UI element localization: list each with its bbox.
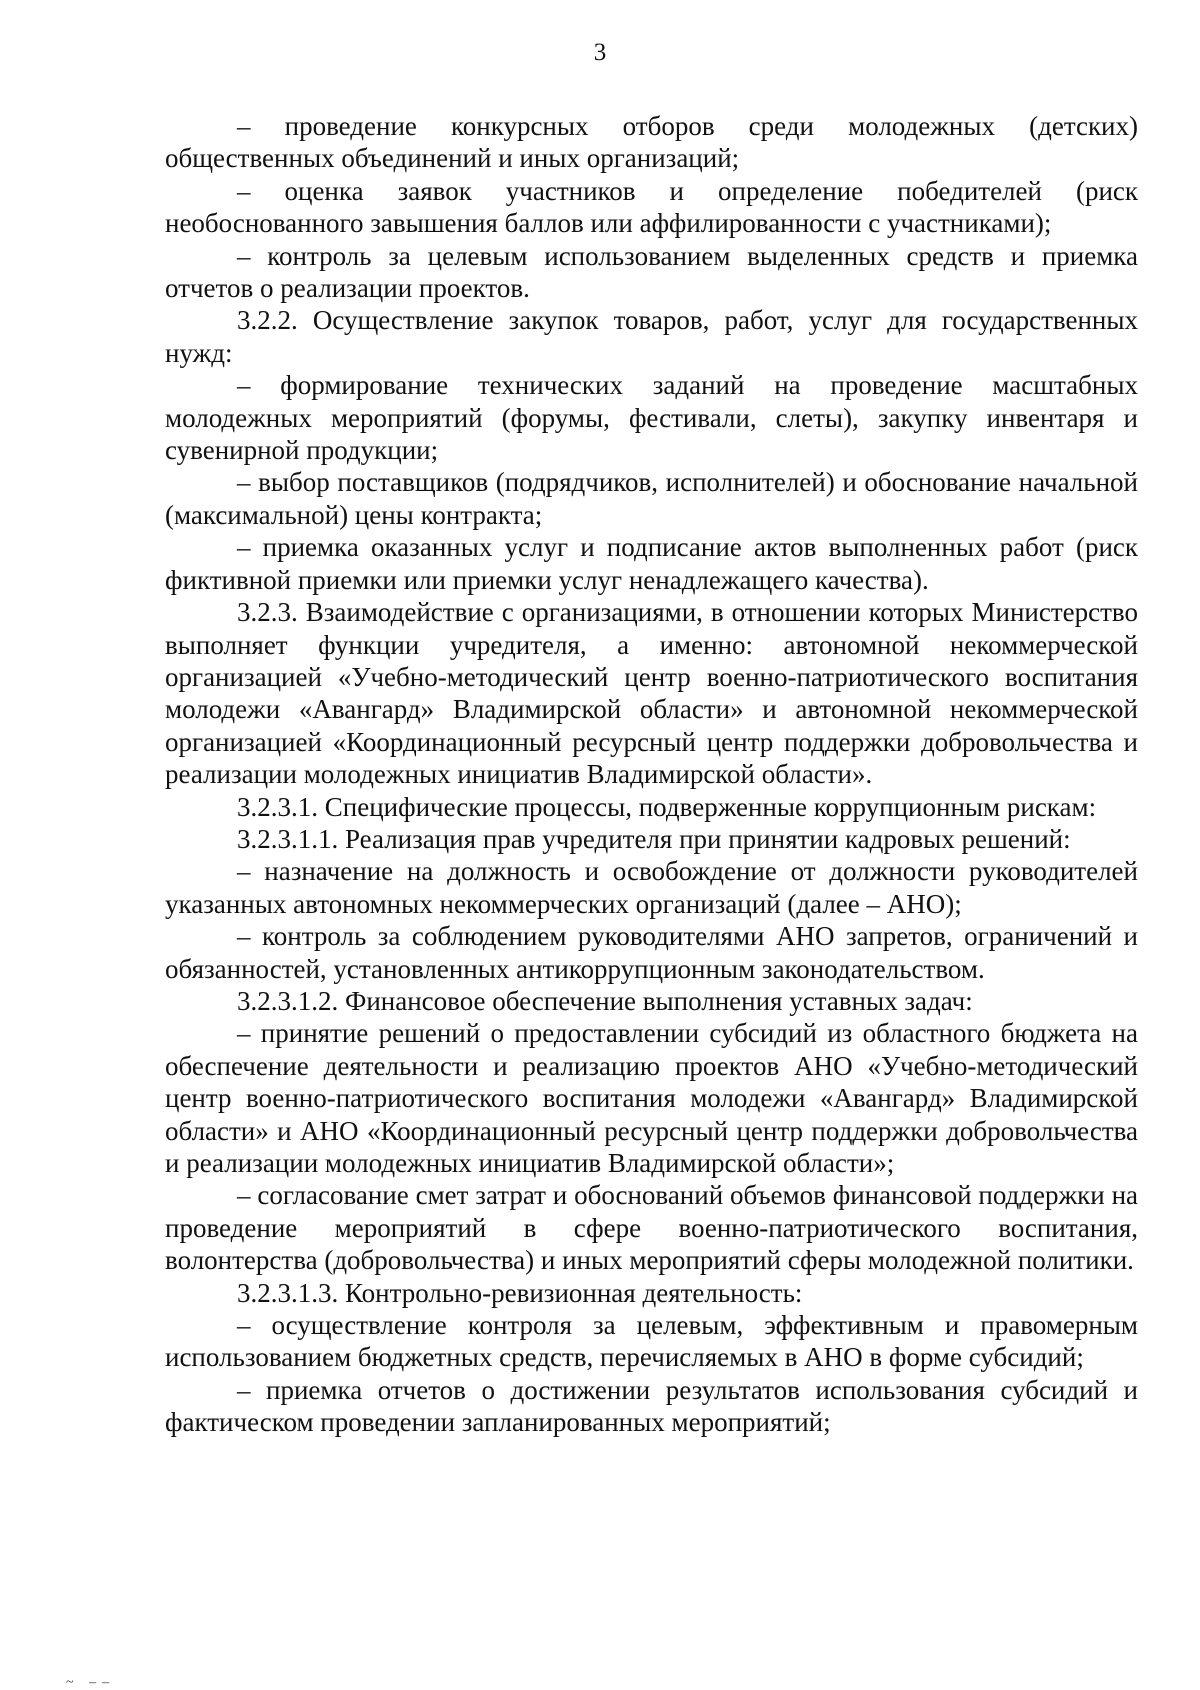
section-heading: 3.2.3.1.3. Контрольно-ревизионная деятельность:	[237, 1277, 803, 1308]
list-item: – осуществление контроля за целевым, эффективным и правомерным использованием бюджетных средств, перечисляемых в АНО в форме субсидий;	[165, 1310, 1138, 1373]
list-item: – контроль за соблюдением руководителями АНО запретов, ограничений и обязанностей, установленных антикоррупционным законодательством.	[165, 921, 1138, 984]
list-item: – назначение на должность и освобождение от должности руководителей указанных автономных некоммерческих организаций (далее – АНО);	[165, 856, 1138, 919]
document-body	[165, 110, 1138, 1439]
list-item: – принятие решений о предоставлении субсидий из областного бюджета на обеспечение деятельности и реализацию проектов АНО «Учебно-методический центр военно-патриотического воспитания молодежи «Авангард» Владимирской области» и АНО «Координационный ресурсный центр поддержки добровольчества и реализации молодежных инициатив Владимирской области»;	[165, 1018, 1138, 1178]
section-heading: 3.2.3.1. Специфические процессы, подверженные коррупционным рискам:	[237, 791, 1097, 822]
list-item: – приемка оказанных услуг и подписание актов выполненных работ (риск фиктивной приемки или приемки услуг ненадлежащего качества).	[165, 532, 1138, 595]
section-heading: 3.2.3. Взаимодействие с организациями, в отношении которых Министерство выполняет функции учредителя, а именно: автономной некоммерческой организацией «Учебно-методический центр военно-патриотического воспитания молодежи «Авангард» Владимирской области» и автономной некоммерческой организацией «Координационный ресурсный центр поддержки добровольчества и реализации молодежных инициатив Владимирской области».	[165, 597, 1138, 790]
list-item: – выбор поставщиков (подрядчиков, исполнителей) и обоснование начальной (максимальной) цены контракта;	[165, 467, 1138, 530]
list-item: – контроль за целевым использованием выделенных средств и приемка отчетов о реализации проектов.	[165, 240, 1138, 304]
list-item: – оценка заявок участников и определение победителей (риск необоснованного завышения баллов или аффилированности с участниками);	[165, 175, 1138, 239]
page-number: 3	[593, 39, 607, 66]
scan-artifact: ~ ‒‒	[66, 1675, 116, 1690]
list-item: – согласование смет затрат и обоснований объемов финансовой поддержки на проведение мероприятий в сфере военно-патриотического воспитания, волонтерства (добровольчества) и иных мероприятий сферы молодежной политики.	[165, 1180, 1138, 1276]
list-item: – проведение конкурсных отборов среди молодежных (детских) общественных объединений и иных организаций;	[165, 111, 1138, 174]
section-heading: 3.2.3.1.2. Финансовое обеспечение выполнения уставных задач:	[237, 985, 973, 1016]
list-item: – формирование технических заданий на проведение масштабных молодежных мероприятий (форумы, фестивали, слеты), закупку инвентаря и сувенирной продукции;	[165, 370, 1138, 466]
section-heading: 3.2.2. Осуществление закупок товаров, работ, услуг для государственных нужд:	[165, 305, 1138, 368]
list-item: – приемка отчетов о достижении результатов использования субсидий и фактическом проведении запланированных мероприятий;	[165, 1374, 1138, 1438]
section-heading: 3.2.3.1.1. Реализация прав учредителя при принятии кадровых решений:	[237, 823, 1071, 854]
